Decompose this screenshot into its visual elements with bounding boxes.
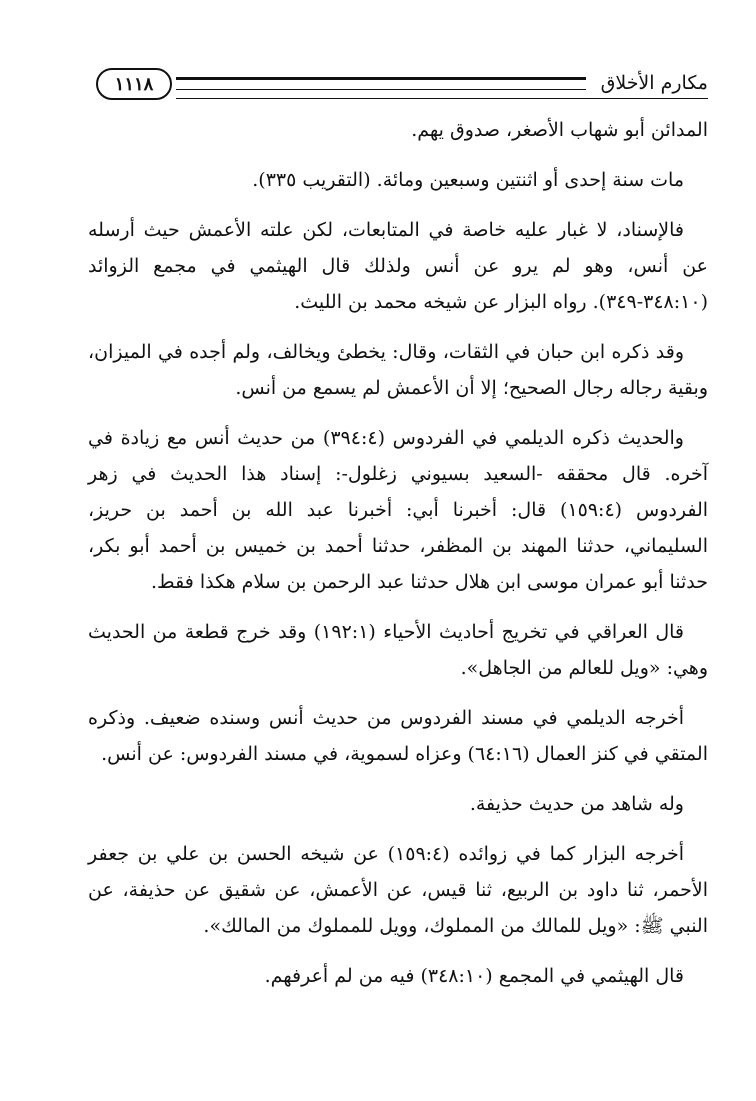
paragraph: قال الهيثمي في المجمع (٣٤٨:١٠) فيه من لم أعرفهم. (264, 965, 684, 987)
paragraph: أخرجه الديلمي في مسند الفردوس من حديث أنس وسنده ضعيف. وذكره المتقي في كنز العمال (٦٤:١٦) وعزاه لسموية، في مسند الفردوس: عن أنس. (88, 707, 708, 765)
paragraph: والحديث ذكره الديلمي في الفردوس (٣٩٤:٤) من حديث أنس مع زيادة في آخره. قال محققه -السعيد بسيوني زغلول-: إسناد هذا الحديث في زهر الفردوس (١٥٩:٤) قال: أخبرنا أبي: أخبرنا عبد الله بن أحمد بن حريز، السليماني، حدثنا المهند بن المظفر، حدثنا أحمد بن خميس بن أحمد أبو بكر، حدثنا أبو عمران موسى ابن هلال حدثنا عبد الرحمن بن سلام هكذا فقط. (88, 427, 709, 593)
page-number-badge: ١١١٨ (96, 68, 172, 100)
header-double-rule (176, 77, 586, 90)
header-underline (176, 98, 708, 99)
page-body (88, 112, 708, 1008)
paragraph: مات سنة إحدى أو اثنتين وسبعين ومائة. (التقريب ٣٣٥). (252, 169, 684, 191)
page-header (88, 68, 708, 104)
paragraph: فالإسناد، لا غبار عليه خاصة في المتابعات، لكن علته الأعمش حيث أرسله عن أنس، وهو لم يرو عن أنس ولذلك قال الهيثمي في مجمع الزوائد (٣٤٨:١٠-٣٤٩). رواه البزار عن شيخه محمد بن الليث. (88, 219, 708, 313)
running-title: مكارم الأخلاق (600, 72, 708, 94)
paragraph: أخرجه البزار كما في زوائده (١٥٩:٤) عن شيخه الحسن بن علي بن جعفر الأحمر، ثنا داود بن الربيع، ثنا قيس، عن الأعمش، عن شقيق عن حذيفة، عن النبي ﷺ: «ويل للمالك من المملوك، وويل للمملوك من المالك». (88, 843, 708, 937)
paragraph: قال العراقي في تخريج أحاديث الأحياء (١٩٢:١) وقد خرج قطعة من الحديث وهي: «ويل للعالم من الجاهل». (88, 621, 708, 679)
paragraph: وقد ذكره ابن حبان في الثقات، وقال: يخطئ ويخالف، ولم أجده في الميزان، وبقية رجاله رجال الصحيح؛ إلا أن الأعمش لم يسمع من أنس. (88, 341, 708, 399)
paragraph: وله شاهد من حديث حذيفة. (469, 793, 684, 815)
paragraph: المدائن أبو شهاب الأصغر، صدوق يهم. (411, 119, 708, 141)
